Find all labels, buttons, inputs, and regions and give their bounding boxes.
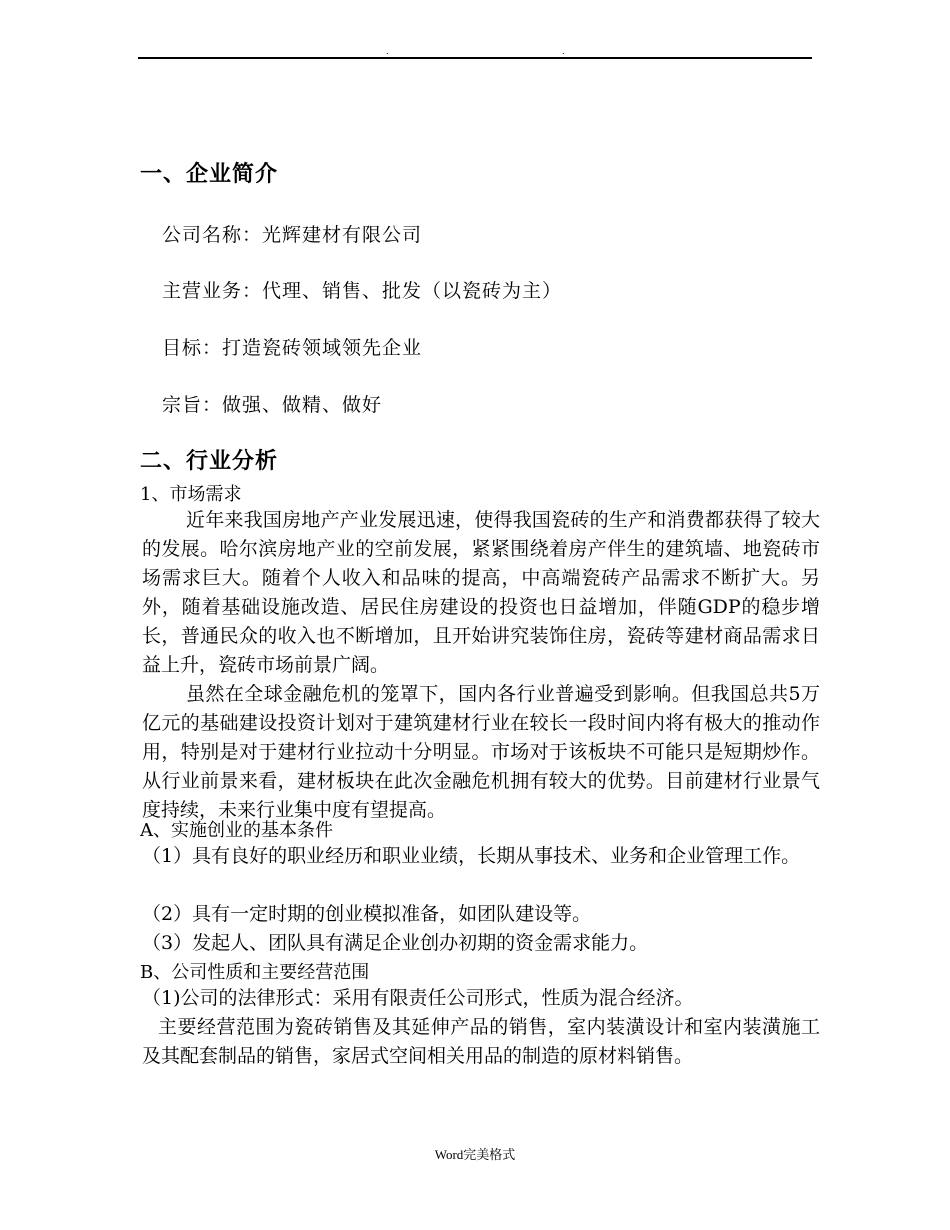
section-heading-industry-analysis: 二、行业分析 — [140, 448, 279, 474]
section-heading-company-intro: 一、企业简介 — [140, 161, 279, 187]
subheading-company-nature: B、公司性质和主要经营范围 — [140, 962, 370, 983]
tenet-line: 宗旨：做强、做精、做好 — [162, 394, 383, 416]
header-rule — [138, 57, 812, 59]
paragraph-financial-crisis: 虽然在全球金融危机的笼罩下，国内各行业普遍受到影响。但我国总共5万亿元的基础建设投资计划对于建筑建材行业在较长一段时间内将有极大的推动作用，特别是对于建材行业拉动十分明显。市场对于该板块不可能只是短期炒作。从行业前景来看，建材板块在此次金融危机拥有较大的优势。目前建材行业景气度持续，未来行业集中度有望提高。 — [142, 683, 820, 821]
header-mark-left: . — [386, 47, 389, 56]
business-scope-paragraph: 主要经营范围为瓷砖销售及其延伸产品的销售，室内装潢设计和室内装潢施工及其配套制品的销售，家居式空间相关用品的制造的原材料销售。 — [142, 1016, 820, 1067]
condition-item-2: （2）具有一定时期的创业模拟准备，如团队建设等。 — [142, 903, 592, 925]
condition-item-1: （1）具有良好的职业经历和职业业绩，长期从事技术、业务和企业管理工作。 — [142, 845, 801, 867]
main-business-line: 主营业务：代理、销售、批发（以瓷砖为主） — [162, 280, 563, 302]
header-mark-right: . — [562, 47, 565, 56]
paragraph-market-demand: 近年来我国房地产产业发展迅速，使得我国瓷砖的生产和消费都获得了较大的发展。哈尔滨房地产业的空前发展，紧紧围绕着房产伴生的建筑墙、地瓷砖市场需求巨大。随着个人收入和品味的提高，中高端瓷砖产品需求不断扩大。另外，随着基础设施改造、居民住房建设的投资也日益增加，伴随GDP的稳步增长，普通民众的收入也不断增加，且开始讲究装饰住房，瓷砖等建材商品需求日益上升，瓷砖市场前景广阔。 — [142, 509, 820, 676]
subheading-market-demand: 1、市场需求 — [140, 484, 242, 505]
condition-item-3: （3）发起人、团队具有满足企业创办初期的资金需求能力。 — [142, 932, 649, 954]
goal-line: 目标：打造瓷砖领域领先企业 — [162, 337, 423, 359]
page-footer: Word完美格式 — [434, 1147, 516, 1162]
nature-item-1: （1)公司的法律形式：采用有限责任公司形式，性质为混合经济。 — [142, 987, 694, 1009]
company-name-line: 公司名称：光辉建材有限公司 — [162, 224, 423, 246]
subheading-startup-conditions: A、实施创业的基本条件 — [140, 820, 333, 841]
